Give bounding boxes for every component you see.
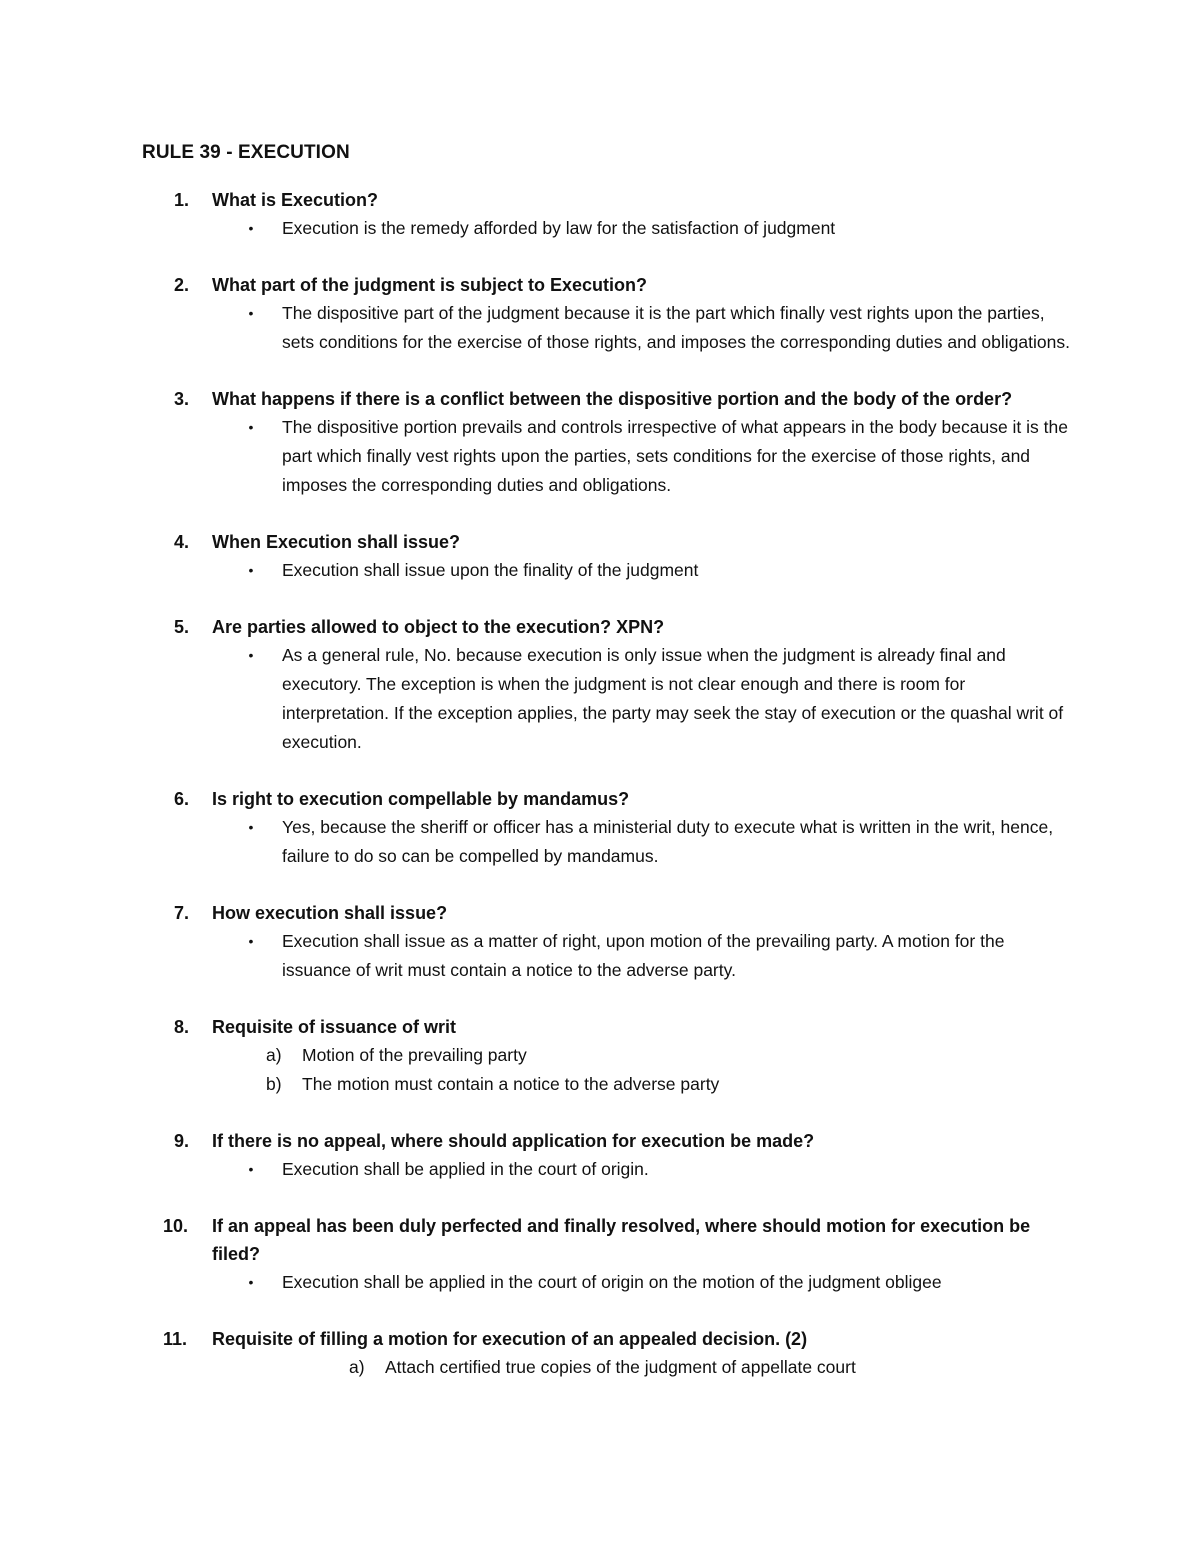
answer-bullet	[248, 1155, 1072, 1184]
bullet-icon: •	[248, 562, 254, 578]
question-item	[0, 1127, 1200, 1184]
answer-bullet	[248, 927, 1072, 985]
bullet-icon: •	[248, 1274, 254, 1290]
question-number: 1.	[174, 190, 190, 210]
answer-text: Execution shall be applied in the court of origin.	[282, 1159, 649, 1179]
answer-bullet	[248, 413, 1072, 500]
question-number: 4.	[174, 532, 190, 552]
question-item	[0, 899, 1200, 985]
question-text: How execution shall issue?	[212, 903, 448, 923]
document-title: RULE 39 - EXECUTION	[142, 142, 350, 163]
answer-text: Execution is the remedy afforded by law for the satisfaction of judgment	[282, 218, 836, 238]
bullet-icon: •	[248, 819, 254, 835]
question-number: 8.	[174, 1017, 190, 1037]
question-item	[0, 1013, 1200, 1099]
sub-item-marker: b)	[266, 1074, 282, 1094]
question-item	[0, 1212, 1200, 1297]
question-number: 9.	[174, 1131, 190, 1151]
question-list	[0, 186, 1200, 1410]
question-text: Is right to execution compellable by mandamus?	[212, 789, 630, 809]
question-item	[0, 613, 1200, 757]
sub-item-marker: a)	[349, 1357, 365, 1377]
question-item	[0, 1325, 1200, 1382]
question-number: 6.	[174, 789, 190, 809]
question-item	[0, 528, 1200, 585]
question-number: 7.	[174, 903, 190, 923]
answer-text: The dispositive part of the judgment because it is the part which finally vest rights upon the parties, sets conditions for the exercise of those rights, and imposes the corresponding duties and obligations.	[282, 303, 1070, 352]
sub-item	[266, 1041, 1200, 1070]
answer-text: Execution shall issue as a matter of right, upon motion of the prevailing party. A motion for the issuance of writ must contain a notice to the adverse party.	[282, 931, 1005, 980]
question-item	[0, 785, 1200, 871]
sub-item-text: Attach certified true copies of the judgment of appellate court	[385, 1357, 856, 1377]
sub-item-list	[0, 1353, 1200, 1382]
question-item	[0, 186, 1200, 243]
bullet-icon: •	[248, 647, 254, 663]
answer-text: Yes, because the sheriff or officer has a ministerial duty to execute what is written in the writ, hence, failure to do so can be compelled by mandamus.	[282, 817, 1054, 866]
question-text: If there is no appeal, where should application for execution be made?	[212, 1131, 815, 1151]
answer-text: The dispositive portion prevails and controls irrespective of what appears in the body because it is the part which finally vest rights upon the parties, sets conditions for the exercise of those rights, and imposes the corresponding duties and obligations.	[282, 417, 1068, 495]
question-text: Requisite of filling a motion for execution of an appealed decision. (2)	[212, 1329, 808, 1349]
answer-text: Execution shall issue upon the finality of the judgment	[282, 560, 699, 580]
question-item	[0, 271, 1200, 357]
question-number: 3.	[174, 389, 190, 409]
question-text: What happens if there is a conflict between the dispositive portion and the body of the order?	[212, 389, 1013, 409]
question-number: 5.	[174, 617, 190, 637]
bullet-icon: •	[248, 1161, 254, 1177]
answer-text: Execution shall be applied in the court of origin on the motion of the judgment obligee	[282, 1272, 942, 1292]
answer-bullet	[248, 214, 1072, 243]
bullet-icon: •	[248, 305, 254, 321]
answer-bullet	[248, 299, 1072, 357]
question-number: 10.	[163, 1216, 189, 1236]
question-text: What part of the judgment is subject to Execution?	[212, 275, 648, 295]
sub-item-text: The motion must contain a notice to the adverse party	[302, 1074, 720, 1094]
question-text: Requisite of issuance of writ	[212, 1017, 457, 1037]
sub-item-text: Motion of the prevailing party	[302, 1045, 527, 1065]
question-item	[0, 385, 1200, 500]
answer-bullet	[248, 813, 1072, 871]
sub-item	[349, 1353, 1200, 1382]
answer-text: As a general rule, No. because execution is only issue when the judgment is already final and executory. The exception is when the judgment is not clear enough and there is room for interpretation. If the exception applies, the party may seek the stay of execution or the quashal writ of execution.	[282, 645, 1064, 752]
answer-bullet	[248, 1268, 1072, 1297]
question-text: What is Execution?	[212, 190, 379, 210]
question-number: 2.	[174, 275, 190, 295]
bullet-icon: •	[248, 220, 254, 236]
sub-item-marker: a)	[266, 1045, 282, 1065]
question-text: Are parties allowed to object to the execution? XPN?	[212, 617, 665, 637]
answer-bullet	[248, 556, 1072, 585]
question-text: When Execution shall issue?	[212, 532, 461, 552]
bullet-icon: •	[248, 933, 254, 949]
sub-item	[266, 1070, 1200, 1099]
answer-bullet	[248, 641, 1072, 757]
question-number: 11.	[163, 1329, 188, 1349]
question-text: If an appeal has been duly perfected and finally resolved, where should motion for execution be filed?	[212, 1216, 1031, 1264]
bullet-icon: •	[248, 419, 254, 435]
sub-item-list	[0, 1041, 1200, 1099]
